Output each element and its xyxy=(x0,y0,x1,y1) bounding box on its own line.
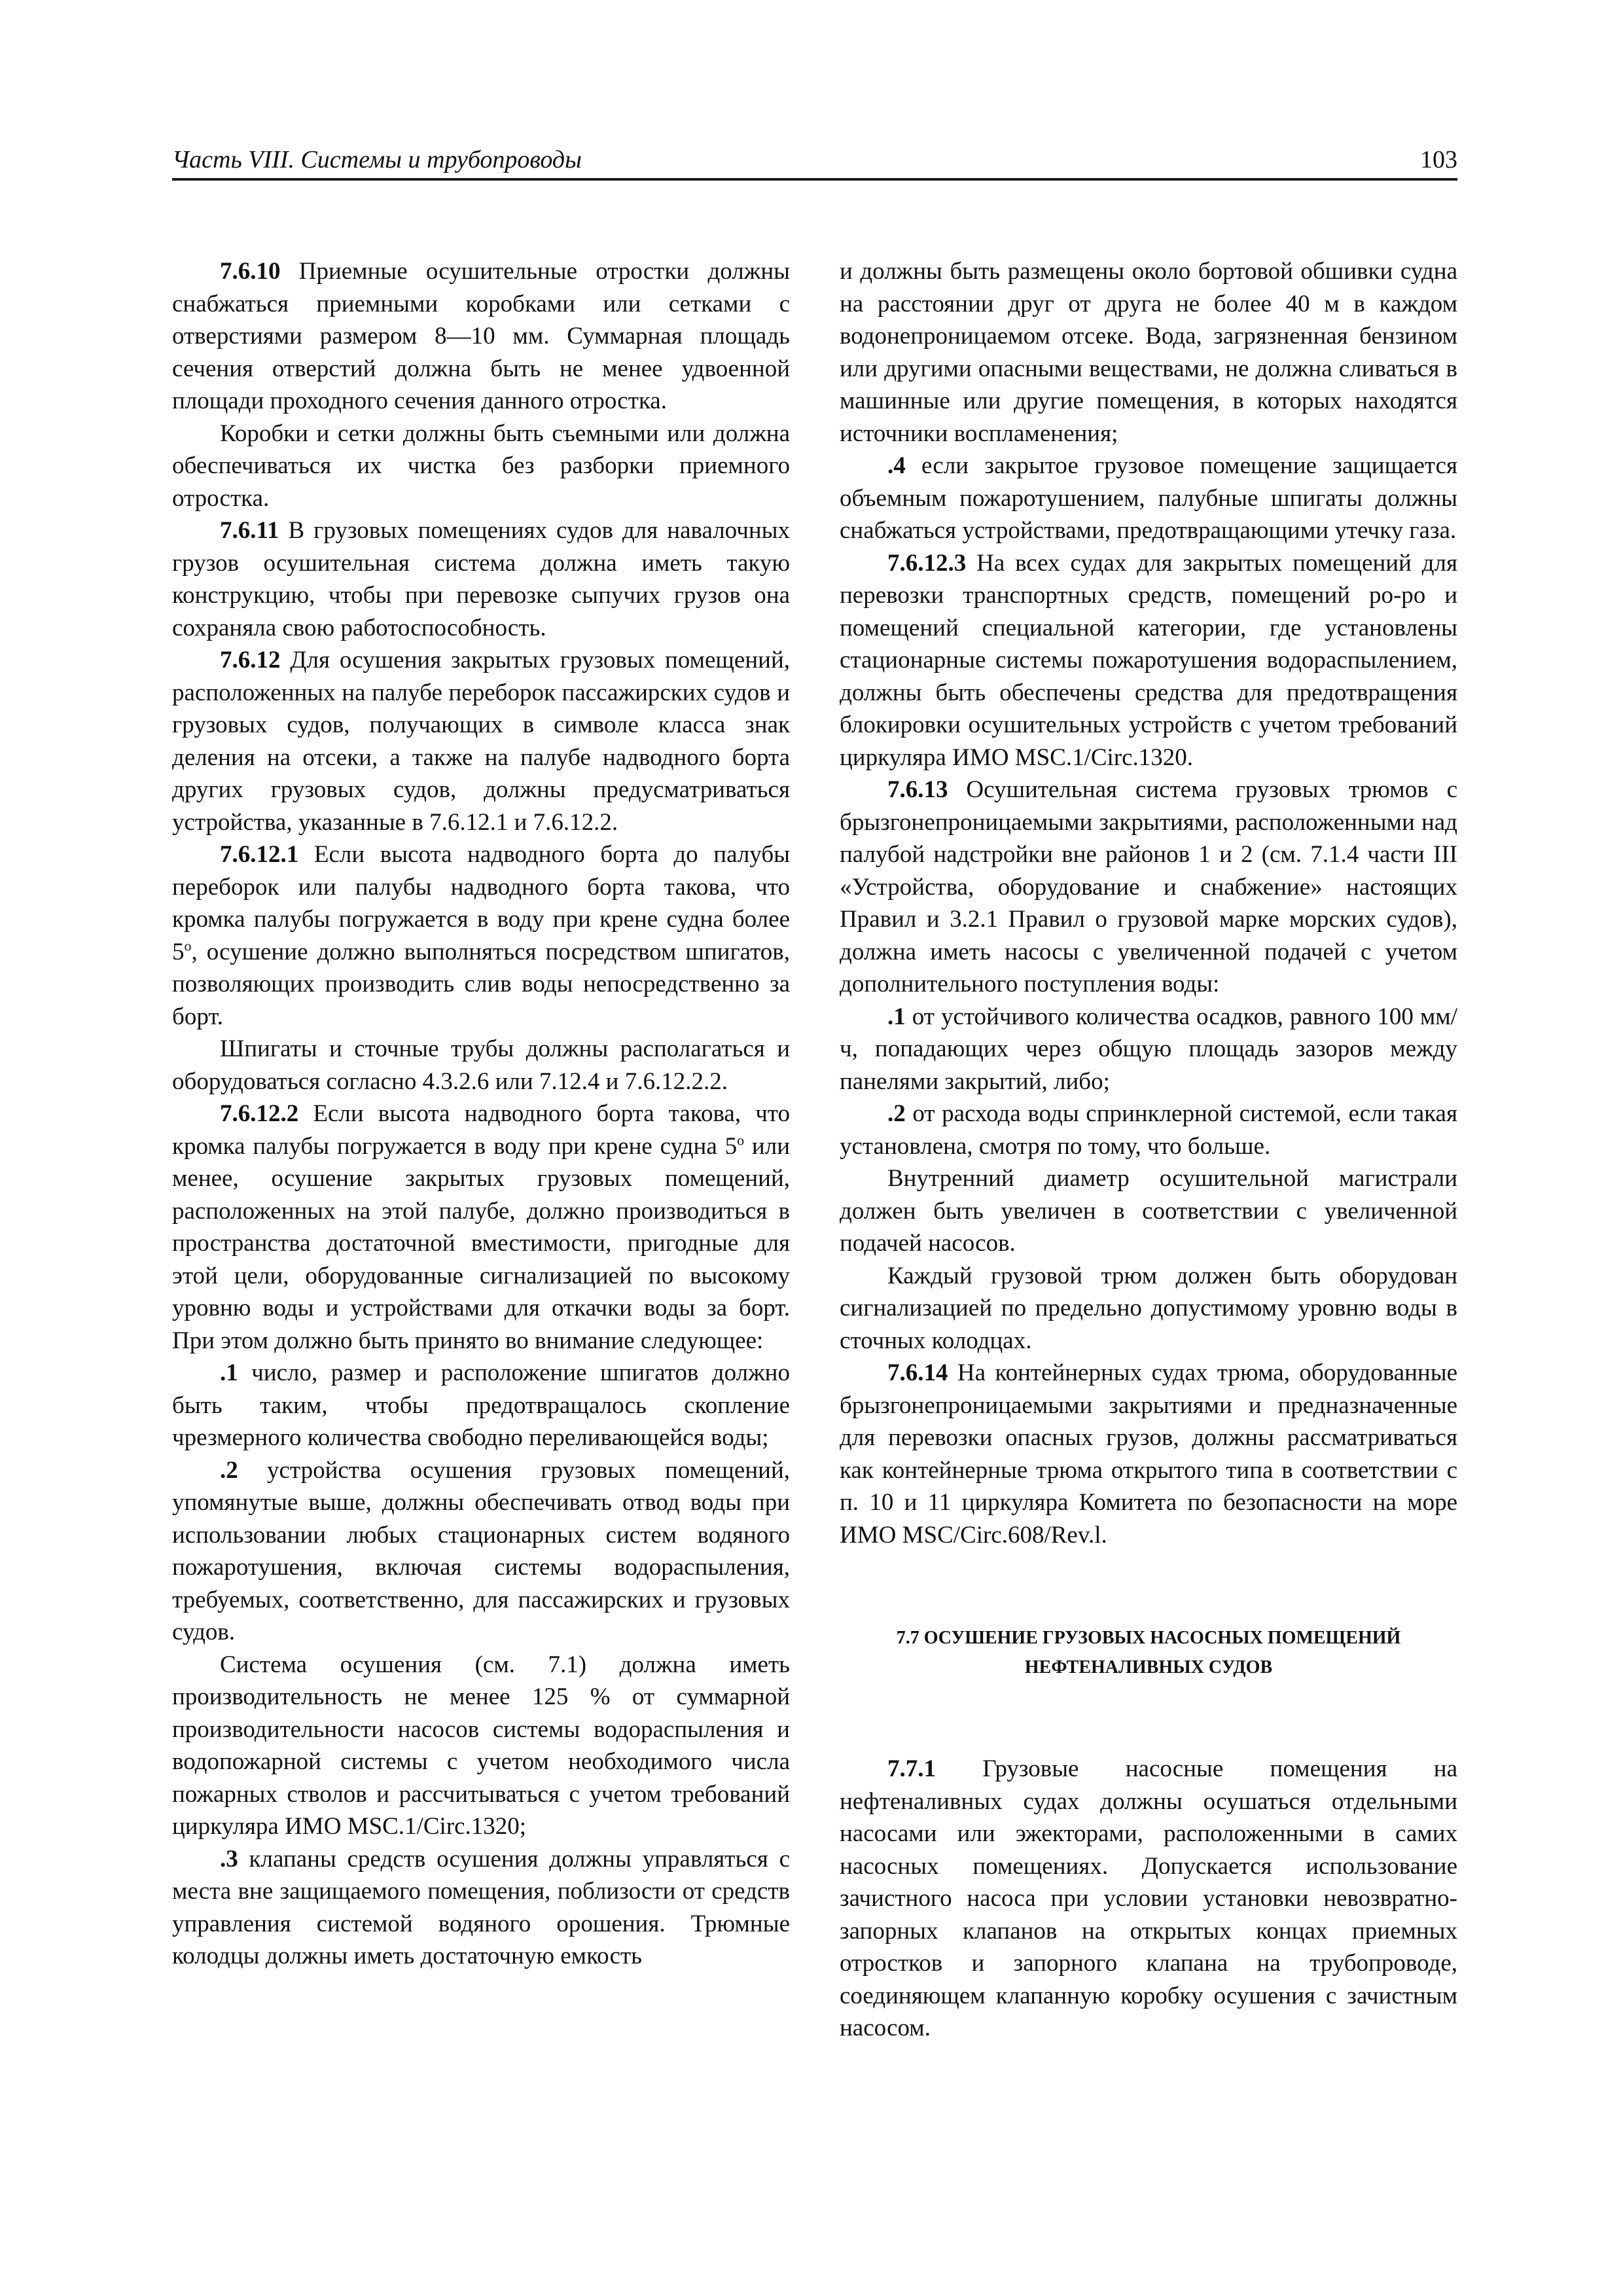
paragraph-7-6-11 xyxy=(172,514,790,644)
paragraph-drainage-system xyxy=(172,1649,790,1843)
list-item-2 xyxy=(840,1098,1457,1162)
list-number: .2 xyxy=(887,1100,906,1127)
paragraph-7-6-12-3 xyxy=(840,547,1457,774)
list-number: .4 xyxy=(887,452,906,479)
list-number: .2 xyxy=(220,1456,238,1484)
paragraph-text: , осушение должно выполняться посредством шпигатов, позволяющих производить слив воды непосредственно за борт. xyxy=(172,938,790,1030)
paragraph-text: Для осушения закрытых грузовых помещений, расположенных на палубе переборок пассажирских судов и грузовых судов, получающих в символе класса знак деления на отсеки, а также на палубе надводного борта других грузовых судов, должны предусматриваться устройства, указанные в 7.6.12.1 и 7.6.12.2. xyxy=(172,647,790,836)
clause-number: 7.6.11 xyxy=(220,517,279,544)
paragraph-text: Осушительная система грузовых трюмов с брызгонепроницаемыми закрытиями, расположенными над палубой надстройки вне районов 1 и 2 (см. 7.1.4 части III «Устройства, оборудование и снабжение» настоящих Правил и 3.2.1 Правил о грузовой марке морских судов), должна иметь насосы с увеличенной подачей с учетом дополнительного поступления воды: xyxy=(840,776,1457,997)
clause-number: 7.6.12.2 xyxy=(220,1100,299,1127)
list-item-1 xyxy=(172,1357,790,1454)
degree-mark: o xyxy=(184,937,192,954)
paragraph-text: клапаны средств осушения должны управляться с места вне защищаемого помещения, поблизости от средств управления системой водяного орошения. Трюмные колодцы должны иметь достаточную емкость xyxy=(172,1845,790,1969)
paragraph-7-6-12-1 xyxy=(172,838,790,1033)
section-heading-7-7: 7.7 ОСУШЕНИЕ ГРУЗОВЫХ НАСОСНЫХ ПОМЕЩЕНИЙ НЕФТЕНАЛИВНЫХ СУДОВ xyxy=(896,1628,1401,1677)
paragraph-text: или менее, осушение закрытых грузовых помещений, расположенных на этой палубе, должно производиться в пространства достаточной вместимости, пригодные для этой цели, оборудованные сигнализацией по высокому уровню воды и устройствами для откачки воды за борт. При этом должно быть принято во внимание следующее: xyxy=(172,1132,790,1354)
page-header xyxy=(172,140,1457,181)
paragraph-text: число, размер и расположение шпигатов должно быть таким, чтобы предотвращалось скопление чрезмерного количества свободно переливающейся воды; xyxy=(172,1359,790,1451)
clause-number: 7.7.1 xyxy=(887,1755,936,1782)
paragraph-text: На контейнерных судах трюма, оборудованные брызгонепроницаемыми закрытиями и предназначенные для перевозки опасных грузов, должны рассматриваться как контейнерные трюма открытого типа в соответствии с п. 10 и 11 циркуляра Комитета по безопасности на море ИМО MSC/Circ.608/Rev.l. xyxy=(840,1359,1457,1549)
paragraph-7-6-12-2 xyxy=(172,1098,790,1357)
clause-number: 7.6.12.3 xyxy=(887,549,967,577)
paragraph-hold-alarm xyxy=(840,1260,1457,1357)
page-number: 103 xyxy=(1420,146,1457,173)
list-item-2 xyxy=(172,1454,790,1649)
right-column xyxy=(840,255,1457,2045)
paragraph-text: Если высота надводного борта такова, что кромка палубы погружается в воду при крене судна 5 xyxy=(172,1100,790,1160)
paragraph-text: Система осушения (см. 7.1) должна иметь производительность не менее 125 % от суммарной производительности насосов системы водораспыления и водопожарной системы с учетом необходимого числа пожарных стволов и рассчитываться с учетом требований циркуляра ИМО MSC.1/Circ.1320; xyxy=(172,1651,790,1840)
list-item-4 xyxy=(840,450,1457,547)
clause-number: 7.6.12 xyxy=(220,647,281,673)
paragraph-scuppers xyxy=(172,1033,790,1098)
clause-number: 7.6.14 xyxy=(887,1359,948,1386)
clause-number: 7.6.12.1 xyxy=(220,841,299,868)
list-number: .1 xyxy=(887,1003,906,1030)
degree-mark: o xyxy=(737,1132,745,1149)
left-column xyxy=(172,255,790,1973)
paragraph-text: Коробки и сетки должны быть съемными или должна обеспечиваться их чистка без разборки приемного отростка. xyxy=(172,420,790,512)
paragraph-continued xyxy=(840,255,1457,450)
paragraph-text: и должны быть размещены около бортовой обшивки судна на расстоянии друг от друга не более 40 м в каждом водонепроницаемом отсеке. Вода, загрязненная бензином или другими опасными веществами, не должна сливаться в машинные или другие помещения, в которых находятся источники воспламенения; xyxy=(840,258,1457,447)
paragraph-7-6-10 xyxy=(172,255,790,418)
paragraph-7-6-13 xyxy=(840,774,1457,1001)
paragraph-7-6-12 xyxy=(172,644,790,838)
paragraph-text: На всех судах для закрытых помещений для перевозки транспортных средств, помещений ро-ро и помещений специальной категории, где установлены стационарные системы пожаротушения водораспылением, должны быть обеспечены средства для предотвращения блокировки осушительных устройств с учетом требований циркуляра ИМО MSC.1/Circ.1320. xyxy=(840,549,1457,771)
paragraph-7-6-14 xyxy=(840,1357,1457,1551)
paragraph-text: от устойчивого количества осадков, равного 100 мм/ч, попадающих через общую площадь зазоров между панелями закрытий, либо; xyxy=(840,1003,1457,1095)
paragraph-text: Шпигаты и сточные трубы должны располагаться и оборудоваться согласно 4.3.2.6 или 7.12.4 и 7.6.12.2.2. xyxy=(172,1035,790,1095)
paragraph-text: Грузовые насосные помещения на нефтеналивных судах должны осушаться отдельными насосами или эжекторами, расположенными в самих насосных помещениях. Допускается использование зачистного насоса при условии установки невозвратно-запорных клапанов на открытых концах приемных отростков и запорного клапана на трубопроводе, соединяющем клапанную коробку осушения с зачистным насосом. xyxy=(840,1755,1457,2041)
clause-number: 7.6.10 xyxy=(220,258,281,285)
clause-number: 7.6.13 xyxy=(887,776,948,803)
paragraph-text: Если высота надводного борта до палубы переборок или палубы надводного борта такова, что кромка палубы погружается в воду при крене судна более 5 xyxy=(172,841,790,965)
list-number: .1 xyxy=(220,1359,238,1386)
list-item-1 xyxy=(840,1001,1457,1098)
paragraph-inner-diameter xyxy=(840,1162,1457,1260)
paragraph-text: устройства осушения грузовых помещений, упомянутые выше, должны обеспечивать отвод воды при использовании любых стационарных систем водяного пожаротушения, включая системы водораспыления, требуемых, соответственно, для пассажирских и грузовых судов. xyxy=(172,1456,790,1645)
paragraph-text: если закрытое грузовое помещение защищается объемным пожаротушением, палубные шпигаты должны снабжаться устройствами, предотвращающими утечку газа. xyxy=(840,452,1457,544)
paragraph-text: В грузовых помещениях судов для навалочных грузов осушительная система должна иметь такую конструкцию, чтобы при перевозке сыпучих грузов она сохраняла свою работоспособность. xyxy=(172,517,790,641)
paragraph-text: Приемные осушительные отростки должны снабжаться приемными коробками или сетками с отверстиями размером 8—10 мм. Суммарная площадь сечения отверстий должна быть не менее удвоенной площади проходного сечения данного отростка. xyxy=(172,258,790,414)
paragraph-text: Каждый грузовой трюм должен быть оборудован сигнализацией по предельно допустимому уровню воды в сточных колодцах. xyxy=(840,1262,1457,1354)
running-title: Часть VIII. Системы и трубопроводы xyxy=(172,146,582,173)
paragraph-text: Внутренний диаметр осушительной магистрали должен быть увеличен в соответствии с увеличенной подачей насосов. xyxy=(840,1165,1457,1257)
list-number: .3 xyxy=(220,1845,238,1873)
paragraph-text: от расхода воды спринклерной системой, если такая установлена, смотря по тому, что больше. xyxy=(840,1100,1457,1160)
paragraph-boxes xyxy=(172,418,790,515)
list-item-3 xyxy=(172,1843,790,1973)
paragraph-7-7-1 xyxy=(840,1753,1457,2045)
